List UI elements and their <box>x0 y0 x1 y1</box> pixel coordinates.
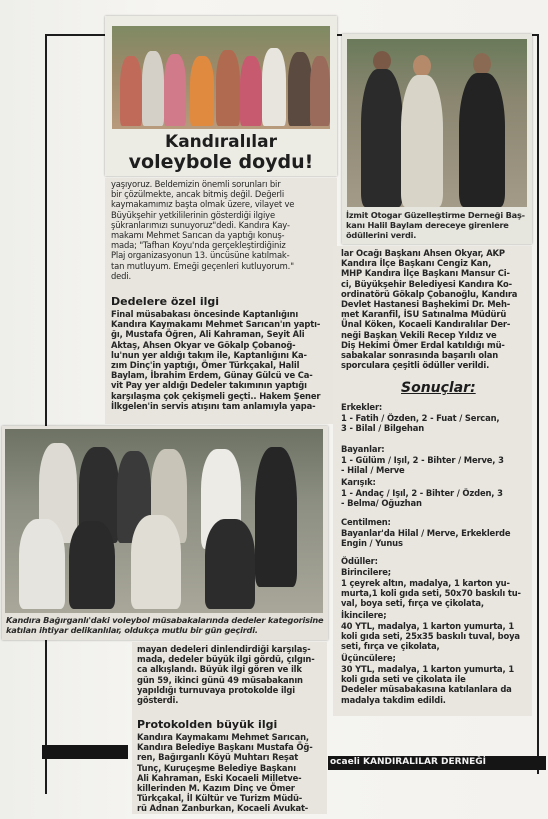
elder-figure <box>205 519 255 609</box>
person-head <box>473 53 491 75</box>
elders-clipping <box>2 426 328 640</box>
elder-figure <box>255 447 297 587</box>
player-figure <box>164 54 186 126</box>
prizes-third-label: Üçüncülere; <box>341 653 396 663</box>
headline-line2: voleybole doydu! <box>128 151 314 173</box>
player-figure <box>310 56 330 126</box>
article-column-bottom <box>132 642 327 814</box>
player-figure <box>120 56 142 126</box>
association-banner <box>42 745 128 759</box>
subhead-protokol: Protokolden büyük ilgi <box>137 718 278 731</box>
player-figure <box>240 56 262 126</box>
article-column-left <box>105 178 337 424</box>
article-column-right <box>333 246 532 716</box>
body-bottom: mayan dedeleri dinlendirdiği karşılaş- mada, dedeler büyük ilgi gördü, çılgın- ca alkışlandı. Büyük ilgi gören ve ilk gün 59, ikinci günü 49 müsabakanın yapıldığı turnuvaya protokolde ilgi gösterdi. <box>137 644 315 706</box>
elders-caption: Kandıra Bağırganlı'daki voleybol müsabakalarında dedeler kategorisine katılan ihtiyar delikanlılar, oldukça mutlu bir gün geçirdi. <box>6 615 324 635</box>
elder-figure <box>69 521 115 609</box>
elders-team-photo <box>5 429 323 613</box>
prizes-first-label: Birincilere; <box>341 567 391 577</box>
association-banner-text: ocaeli KANDIRALILAR DERNEĞİ <box>328 756 546 770</box>
beach-volleyball-photo <box>112 26 330 129</box>
results-women-label: Bayanlar: <box>341 444 385 454</box>
player-figure <box>216 50 240 126</box>
prizes-second: 40 YTL, madalya, 1 karton yumurta, 1 koli gıda seti, 25x35 baskılı tuval, boya seti, fırça ve çikolata, <box>341 621 520 652</box>
frame-line-right <box>537 34 539 774</box>
body-right: lar Ocağı Başkanı Ahsen Okyar, AKP Kandıra İlçe Başkanı Cengiz Kan, MHP Kandıra İlçe Başkanı Mansur Ci- ci, Büyükşehir Belediyesi Kandıra Ko- ordinatörü Gökalp Çobanoğlu, Kandıra Devlet Hastanesi Başhekimi Dr. Meh- met Karanfil, İSU Satınalma Müdürü Ünal Köken, Kocaeli Kandıralılar Der- neği Başkan Vekili Recep Yıldız ve Diş Hekimi Ömer Erdal katıldığı mü- sabakalar sonrasında başarılı olan sporculara çeşitli ödüller verildi. <box>341 248 518 371</box>
headline-clipping <box>105 16 337 176</box>
headline-line1: Kandıralılar <box>165 132 277 152</box>
prizes-second-label: İkincilere; <box>341 610 387 620</box>
results-gentlemen: Bayanlar'da Hilal / Merve, Erkeklerde Engin / Yunus <box>341 528 511 549</box>
prizes-first: 1 çeyrek altın, madalya, 1 karton yu- murta,1 koli gıda seti, 50x70 baskılı tu- val, boya seti, fırça ve çikolata, <box>341 578 521 609</box>
results-title: Sonuçlar: <box>401 380 476 396</box>
person-head <box>373 51 391 71</box>
man-left-figure <box>361 69 403 207</box>
award-clipping <box>342 34 532 244</box>
prizes-third: 30 YTL, madalya, 1 karton yumurta, 1 koli gıda seti ve çikolata ile Dedeler müsabakasına katılanlara da madalya takdim edildi. <box>341 664 515 705</box>
player-figure <box>190 56 214 126</box>
man-right-figure <box>459 73 505 207</box>
results-women: 1 - Gülüm / Işıl, 2 - Bihter / Merve, 3 - Hilal / Merve <box>341 455 504 476</box>
results-men-label: Erkekler: <box>341 402 383 412</box>
body-top: yaşıyoruz. Beldemizin önemli sorunları bir bir çözülmekte, ancak bitmiş değil. Değerli kaymakamımız başta olmak üzere, vilayet ve Büyükşehir yetkililerinin gösterdiği ilgiye şükranlarımızı sunuyoruz"dedi. Kandıra Kay- makamı Mehmet Sarıcan da yaptığı konuş- mada; "Tafhan Koyu'nda gerçekleştirdiğiniz Plaj organizasyonun 13. üncüsüne katılmak- tan mutluyum. Emeği geçenleri kutluyorum." dedi. <box>111 179 295 281</box>
results-men: 1 - Fatih / Özden, 2 - Fuat / Sercan, 3 - Bilal / Bilgehan <box>341 413 500 434</box>
award-caption: İzmit Otogar Güzelleştirme Derneği Baş- kanı Halil Baylam dereceye girenlere ödüllerini verdi. <box>346 210 525 240</box>
person-head <box>413 55 431 77</box>
results-gentlemen-label: Centilmen: <box>341 517 391 527</box>
player-figure <box>262 48 286 126</box>
elder-figure <box>131 515 181 609</box>
player-figure <box>288 52 312 126</box>
award-ceremony-photo <box>347 39 527 207</box>
body-protokol: Kandıra Kaymakamı Mehmet Sarıcan, Kandıra Belediye Başkanı Mustafa Öğ- ren, Bağırganlı Köyü Muhtarı Reşat Tunç, Kuruçeşme Belediye Başkanı Ali Kahraman, Eski Kocaeli Milletve- killerinden M. Kazım Dinç ve Ömer Türkçakal, İl Kültür ve Turizm Müdü- rü Adnan Zanburkan, Kocaeli Avukat- <box>137 732 313 814</box>
subhead-dedeler: Dedelere özel ilgi <box>111 295 220 308</box>
prizes-label: Ödüller: <box>341 556 378 566</box>
results-mixed: 1 - Andaç / Işıl, 2 - Bihter / Özden, 3 - Belma/ Oğuzhan <box>341 488 503 509</box>
woman-figure <box>401 75 443 207</box>
elder-figure <box>19 519 65 609</box>
results-mixed-label: Karışık: <box>341 477 376 487</box>
frame-line-left <box>45 34 47 794</box>
player-figure <box>142 51 164 126</box>
body-dedeler: Final müsabakası öncesinde Kaptanlığını Kandıra Kaymakamı Mehmet Sarıcan'ın yaptı- ğı, Mustafa Öğren, Ali Kahraman, Seyit Ali Aktaş, Ahsen Okyar ve Gökalp Çobanoğ- lu'nun yer aldığı takım ile, Kaptanlığını Ka- zım Dinç'in yaptığı, Ömer Türkçakal, Halil Baylam, İbrahim Erdem, Günay Gülcü ve Ca- vit Pay yer aldığı Dedeler takımının yaptığı karşılaşma çok çekişmeli geçti.. Hakem Şener İlkgelen'in servis atışını tam anlamıyla yapa- <box>111 309 321 411</box>
